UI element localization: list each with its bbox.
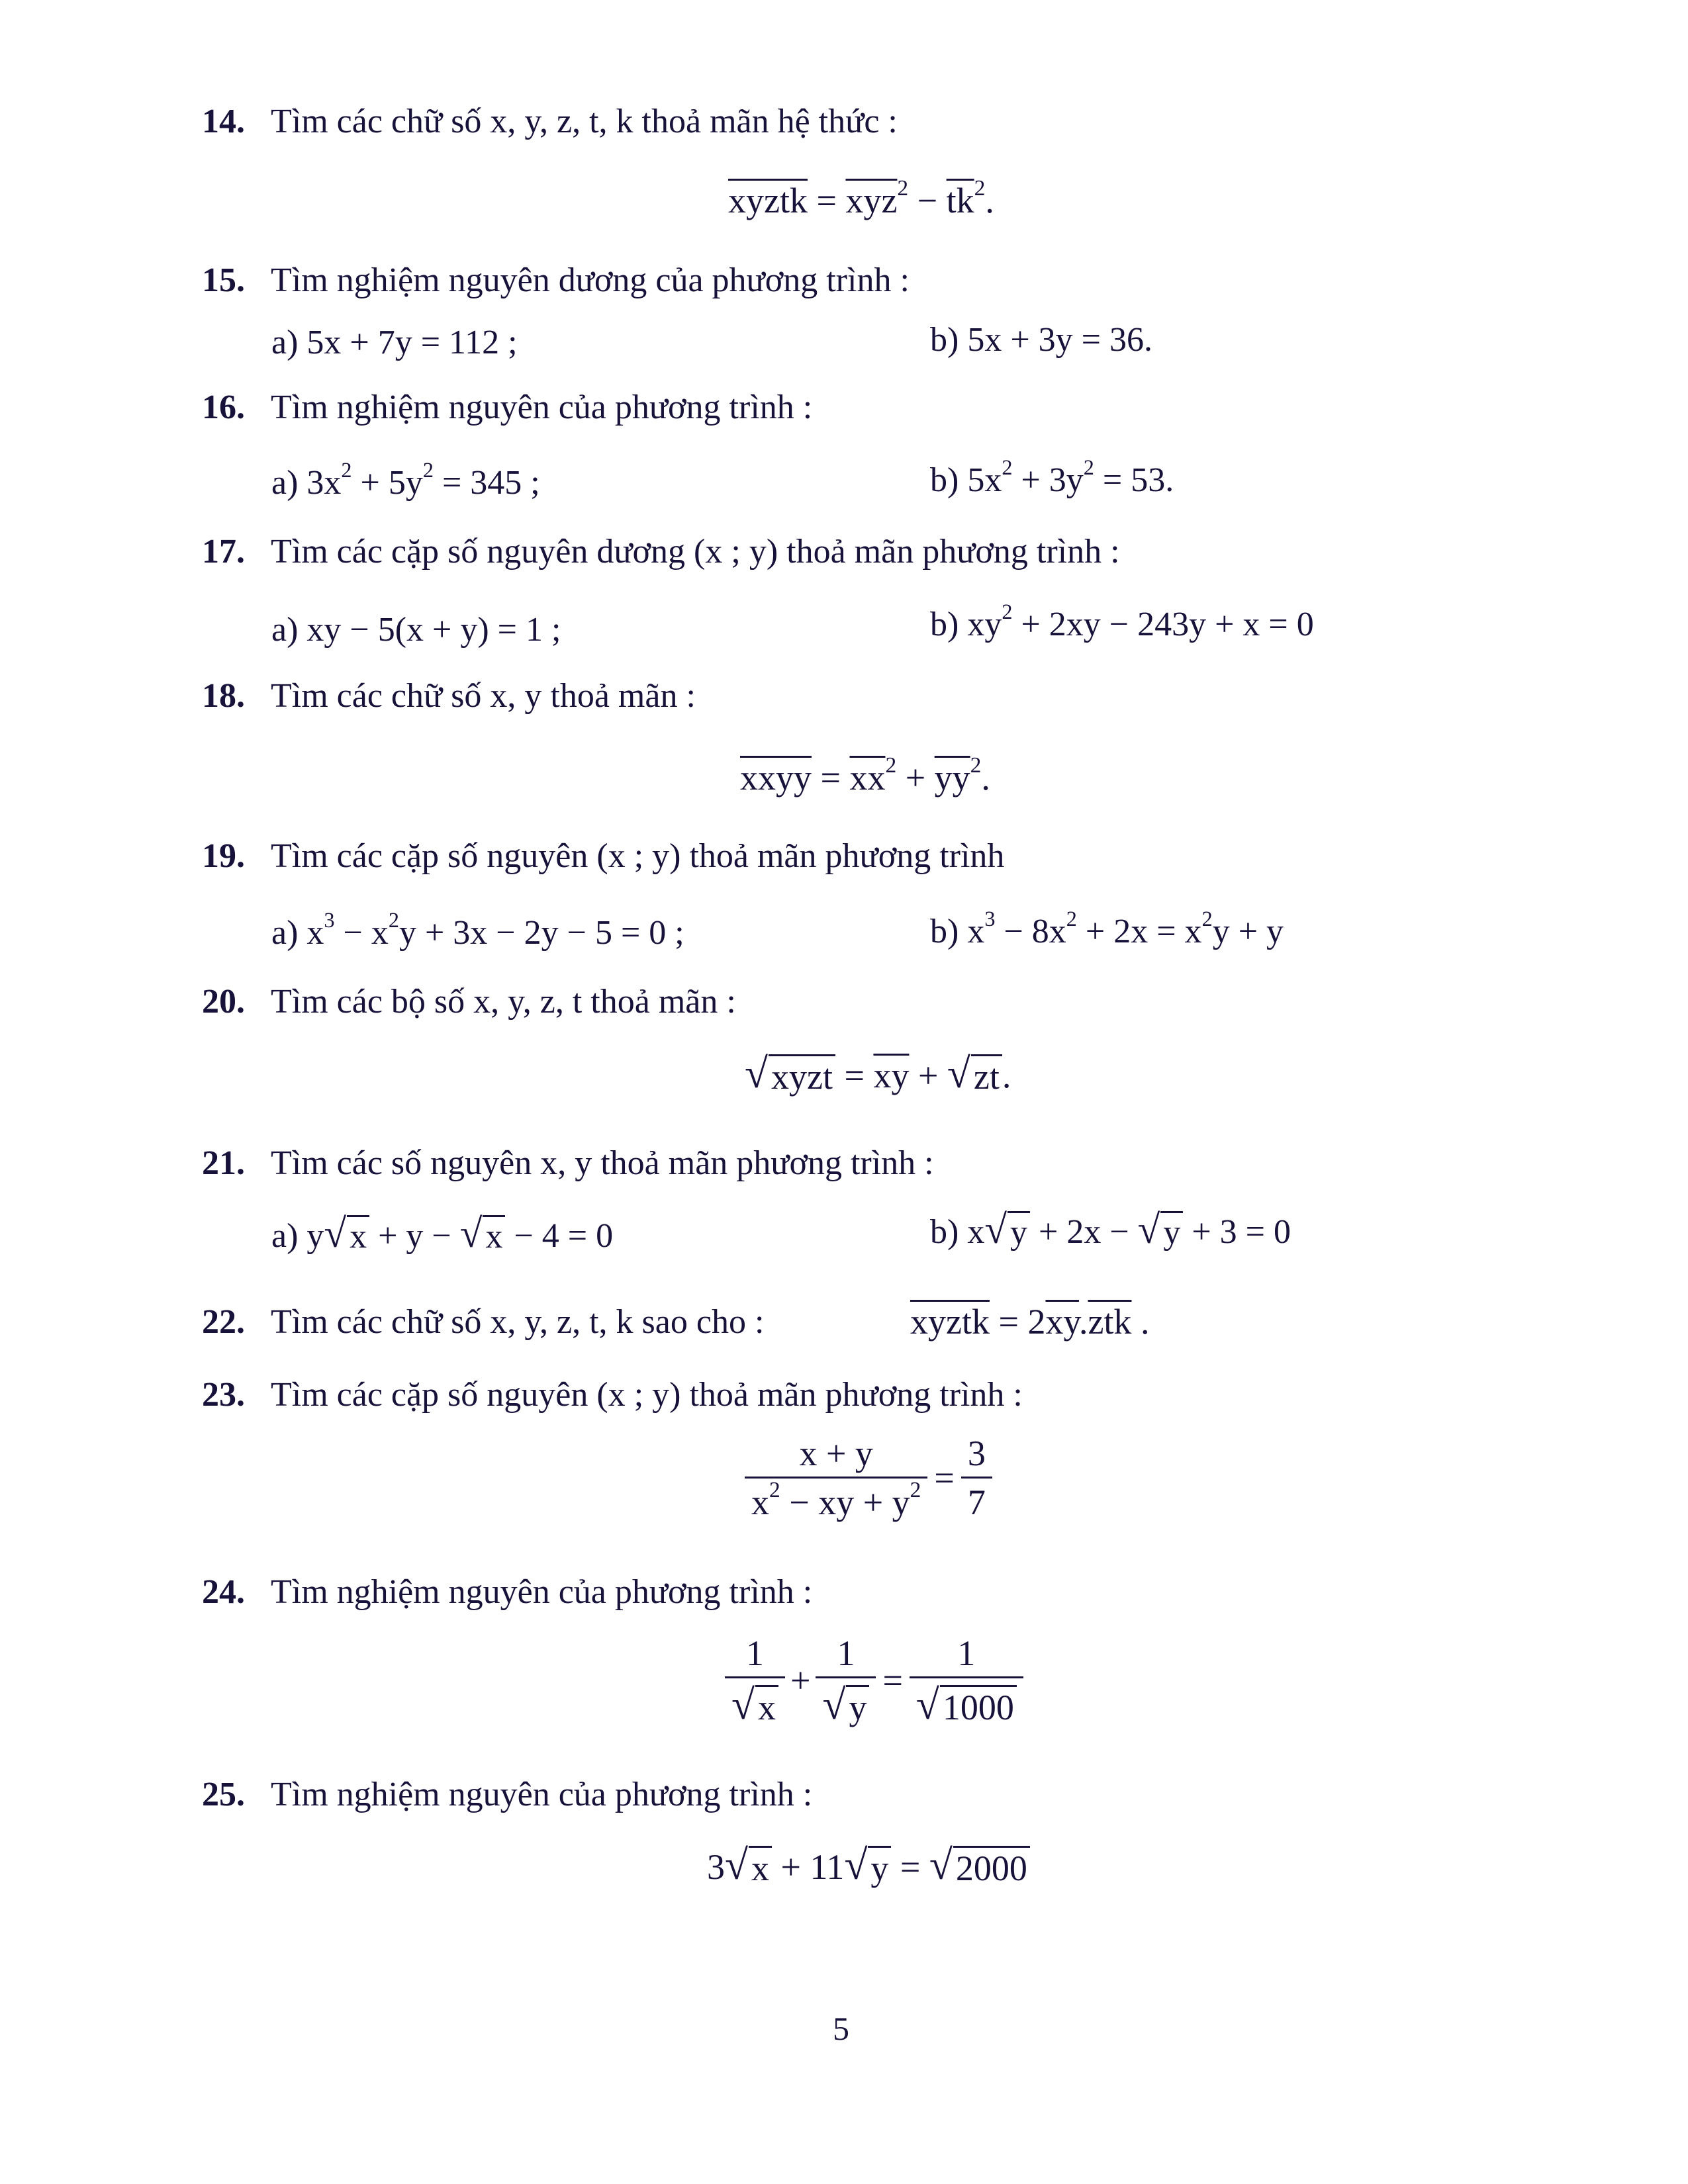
exponent: 2 xyxy=(422,457,434,482)
problem-15-statement xyxy=(202,263,910,298)
overline-number: xyztk xyxy=(728,181,808,220)
square-root: √ 1000 xyxy=(916,1684,1017,1726)
square-root: √ x xyxy=(731,1684,778,1726)
square-root: √ x xyxy=(725,1844,772,1886)
expr-text: + 2x − xyxy=(1030,1213,1138,1251)
problem-22-equation xyxy=(910,1304,1149,1340)
problem-24-statement xyxy=(202,1575,812,1610)
problem-25-equation xyxy=(707,1841,1030,1888)
expr-text: y + y xyxy=(1212,913,1284,950)
fraction xyxy=(910,1633,1023,1728)
problem-20-equation xyxy=(745,1052,1011,1095)
radicand: x xyxy=(755,1685,778,1725)
exponent: 2 xyxy=(388,907,399,932)
overline-number: $\overline{xx}$ xyxy=(849,758,886,797)
expr-text: + 2x = x xyxy=(1076,913,1202,950)
exponent: 2 xyxy=(1002,599,1013,623)
numerator: 1 xyxy=(745,1633,764,1673)
problem-19-statement xyxy=(202,839,1004,874)
overline-number: $\overline{xyz}$ xyxy=(845,181,898,220)
problem-text: Tìm nghiệm nguyên của phương trình : xyxy=(271,1573,813,1611)
expr-text: b) x xyxy=(930,913,985,950)
denominator xyxy=(816,1676,876,1726)
problem-23-equation xyxy=(745,1435,992,1521)
expr-text: + 5y xyxy=(352,464,423,502)
plus-sign: + xyxy=(790,1660,811,1700)
radicand: y xyxy=(868,1846,891,1886)
problem-19-part-b xyxy=(930,906,1284,950)
expr-text: 3 xyxy=(707,1847,725,1887)
exponent: 2 xyxy=(341,457,352,482)
fraction xyxy=(725,1633,785,1728)
problem-20-statement xyxy=(202,985,736,1019)
problem-text: Tìm nghiệm nguyên của phương trình : xyxy=(271,1776,813,1813)
expr-text: b) x xyxy=(930,1213,985,1251)
period: . xyxy=(1131,1302,1150,1342)
exponent: 2 xyxy=(974,175,986,201)
problem-21-part-b xyxy=(930,1207,1291,1252)
equals-sign: = xyxy=(807,181,846,220)
fraction xyxy=(961,1435,992,1521)
radicand: zt xyxy=(971,1054,1002,1095)
problem-number: 17. xyxy=(202,533,245,570)
problem-24-equation xyxy=(725,1633,1023,1728)
problem-number: 16. xyxy=(202,388,245,426)
period: . xyxy=(1002,1056,1011,1095)
problem-text: Tìm các chữ số x, y thoả mãn : xyxy=(271,677,696,715)
problem-19-part-a xyxy=(271,907,684,952)
expr-text: = 2 xyxy=(989,1302,1046,1342)
radicand: xyzt xyxy=(769,1054,835,1095)
problem-text: Tìm nghiệm nguyên của phương trình : xyxy=(271,388,813,426)
square-root: √ y xyxy=(844,1844,891,1886)
expr-text: − 8x xyxy=(995,913,1066,950)
exponent: 2 xyxy=(970,752,982,778)
problem-17-part-b xyxy=(930,599,1314,643)
problem-17-statement xyxy=(202,535,1120,569)
square-root: √ x xyxy=(324,1214,369,1254)
problem-text: Tìm các cặp số nguyên (x ; y) thoả mãn phương trình : xyxy=(271,1376,1023,1414)
minus-sign: − xyxy=(908,181,947,220)
overline-number: $\overline{xy}$ xyxy=(1045,1302,1079,1342)
square-root: √ y xyxy=(822,1684,869,1726)
exponent: 2 xyxy=(897,175,909,201)
square-root: √ zt xyxy=(947,1052,1002,1095)
radicand: y xyxy=(1160,1211,1183,1250)
expr-text: a) y xyxy=(271,1217,324,1255)
square-root: √ x xyxy=(460,1214,506,1254)
numerator: 1 xyxy=(837,1633,855,1673)
overline-number: $\overline{yy}$ xyxy=(934,758,970,797)
expr-text: = 53. xyxy=(1094,461,1174,499)
overline-number: $\overline{xy}$ xyxy=(873,1056,910,1095)
problem-15-part-b: b) 5x + 3y = 36. xyxy=(930,321,1152,359)
problem-text: Tìm các cặp số nguyên dương (x ; y) thoả mãn phương trình : xyxy=(271,533,1120,570)
equals-sign: = xyxy=(891,1847,929,1887)
radicand: 2000 xyxy=(953,1846,1030,1886)
expr-text: − x xyxy=(334,914,389,952)
expr-text: a) 3x xyxy=(271,464,342,502)
exponent: 2 xyxy=(769,1477,780,1502)
exponent: 2 xyxy=(1083,455,1094,479)
plus-sign: + xyxy=(909,1056,947,1095)
problem-21-part-a xyxy=(271,1211,614,1256)
problem-number: 22. xyxy=(202,1303,245,1341)
exponent: 2 xyxy=(1002,455,1013,479)
exponent: 3 xyxy=(984,906,996,931)
exponent: 3 xyxy=(324,907,335,932)
problem-number: 15. xyxy=(202,261,245,299)
problem-22-statement xyxy=(202,1305,764,1340)
exponent: 2 xyxy=(885,752,897,778)
expr-text: + 3y xyxy=(1012,461,1084,499)
period: . xyxy=(985,181,994,220)
fraction xyxy=(745,1435,927,1521)
multiply-dot: . xyxy=(1078,1302,1088,1342)
problem-number: 20. xyxy=(202,983,245,1021)
problem-number: 18. xyxy=(202,677,245,715)
denominator: 7 xyxy=(961,1477,992,1522)
problem-number: 21. xyxy=(202,1144,245,1182)
problem-number: 14. xyxy=(202,103,245,140)
problem-14-statement xyxy=(202,105,898,139)
radicand: x xyxy=(483,1215,505,1254)
expr-text: y + 3x − 2y − 5 = 0 ; xyxy=(399,914,684,952)
problem-21-statement xyxy=(202,1146,934,1181)
overline-number: $\overline{tk}$ xyxy=(946,181,974,220)
fraction xyxy=(816,1633,876,1728)
problem-15-part-a: a) 5x + 7y = 112 ; xyxy=(271,324,518,361)
problem-text: Tìm các số nguyên x, y thoả mãn phương trình : xyxy=(271,1144,934,1182)
problem-18-equation xyxy=(740,752,990,797)
problem-16-part-a xyxy=(271,457,540,502)
overline-number: $\overline{ztk}$ xyxy=(1088,1302,1132,1342)
numerator: x + y xyxy=(799,1433,873,1473)
expr-text: x xyxy=(751,1482,769,1522)
page-number: 5 xyxy=(833,2010,849,2047)
problem-18-statement xyxy=(202,679,696,713)
numerator: 1 xyxy=(957,1633,976,1673)
radicand: y xyxy=(1008,1211,1030,1250)
problem-text: Tìm nghiệm nguyên dương của phương trình : xyxy=(271,261,910,299)
square-root: √ y xyxy=(1138,1210,1184,1250)
overline-number: xyztk xyxy=(910,1302,990,1342)
denominator xyxy=(725,1676,785,1726)
period: . xyxy=(981,758,990,797)
equals-sign: = xyxy=(835,1056,874,1095)
expr-text: + 3 = 0 xyxy=(1183,1213,1291,1251)
plus-sign: + xyxy=(896,758,935,797)
equals-sign: = xyxy=(812,758,850,797)
square-root: √ y xyxy=(984,1210,1030,1250)
radicand: x xyxy=(347,1215,369,1254)
numerator: 3 xyxy=(967,1433,986,1473)
expr-text: + 11 xyxy=(771,1847,845,1887)
exponent: 2 xyxy=(1201,906,1213,931)
problem-25-statement xyxy=(202,1778,812,1812)
equals-sign: = xyxy=(882,1660,903,1700)
radicand: x xyxy=(749,1846,772,1886)
problem-text: Tìm các cặp số nguyên (x ; y) thoả mãn phương trình xyxy=(271,837,1005,875)
expr-text: − xy + y xyxy=(780,1482,910,1522)
problem-number: 23. xyxy=(202,1376,245,1414)
problem-14-equation xyxy=(728,175,994,220)
expr-text: + y − xyxy=(369,1217,460,1255)
expr-text: b) 5x xyxy=(930,461,1002,499)
problem-number: 25. xyxy=(202,1776,245,1813)
problem-23-statement xyxy=(202,1378,1023,1412)
problem-text: Tìm các chữ số x, y, z, t, k thoả mãn hệ thức : xyxy=(271,103,898,140)
problem-16-statement xyxy=(202,390,812,425)
denominator xyxy=(745,1477,927,1522)
radicand: 1000 xyxy=(940,1685,1017,1725)
overline-number: xxyy xyxy=(740,758,812,797)
problem-text: Tìm các bộ số x, y, z, t thoả mãn : xyxy=(271,983,736,1021)
expr-text: − 4 = 0 xyxy=(505,1217,614,1255)
problem-text: Tìm các chữ số x, y, z, t, k sao cho : xyxy=(271,1303,765,1341)
equals-sign: = xyxy=(934,1458,955,1498)
expr-text: b) xy xyxy=(930,606,1002,643)
expr-text: = 345 ; xyxy=(433,464,540,502)
expr-text: a) x xyxy=(271,914,324,952)
expr-text: + 2xy − 243y + x = 0 xyxy=(1012,606,1314,643)
problem-16-part-b xyxy=(930,455,1174,499)
square-root: √ xyzt xyxy=(745,1052,835,1095)
denominator xyxy=(910,1676,1023,1726)
radicand: y xyxy=(846,1685,869,1725)
square-root: √ 2000 xyxy=(929,1844,1030,1886)
problem-number: 24. xyxy=(202,1573,245,1611)
exponent: 2 xyxy=(1066,906,1077,931)
exponent: 2 xyxy=(910,1477,921,1502)
problem-17-part-a: a) xy − 5(x + y) = 1 ; xyxy=(271,611,561,649)
problem-number: 19. xyxy=(202,837,245,875)
